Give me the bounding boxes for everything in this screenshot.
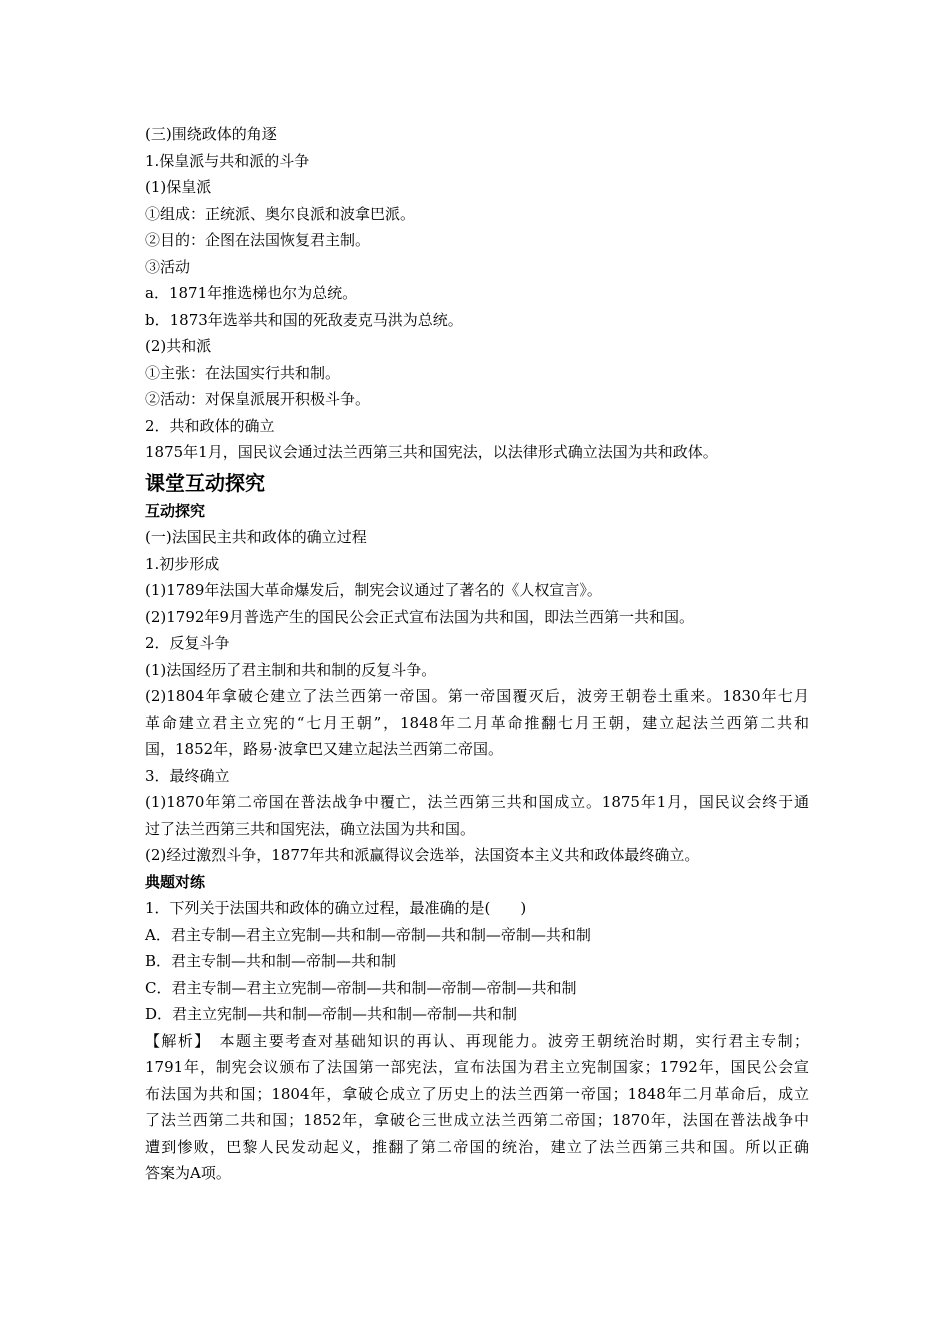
analysis-line: 【解析】 本题主要考查对基础知识的再认、再现能力。波旁王朝统治时期，实行君主专制；: [145, 1031, 809, 1050]
step2-title: 2．反复斗争: [145, 634, 230, 652]
royalist-title: (1)保皇派: [145, 178, 212, 196]
step3-paragraph-2: (2)经过激烈斗争，1877年共和派赢得议会选举，法国资本主义共和政体最终确立。: [145, 846, 700, 864]
step3-title: 3．最终确立: [145, 766, 230, 785]
royalist-activity-a: a．1871年推选梯也尔为总统。: [145, 284, 358, 302]
step2-paragraph-1: (1)法国经历了君主制和共和制的反复斗争。: [145, 660, 437, 679]
step2-paragraph-2-line-2: 革命建立君主立宪的“七月王朝”，1848年二月革命推翻七月王朝，建立起法兰西第二共和: [145, 713, 809, 732]
item1-title: 1.保皇派与共和派的斗争: [145, 151, 310, 170]
document-page: [145, 121, 809, 1187]
republican-claim: ①主张：在法国实行共和制。: [145, 363, 341, 382]
analysis-line: 遭到惨败，巴黎人民发动起义，推翻了第二帝国的统治，建立了法兰西第三共和国。所以正确: [145, 1137, 809, 1156]
republican-title: (2)共和派: [145, 337, 212, 355]
option-c: C．君主专制—君主立宪制—帝制—共和制—帝制—帝制—共和制: [145, 978, 577, 997]
step1-paragraph-2: (2)1792年9月普选产生的国民公会正式宣布法国为共和国，即法兰西第一共和国。: [145, 607, 694, 626]
option-b: B．君主专制—共和制—帝制—共和制: [145, 952, 397, 970]
royalist-composition: ①组成：正统派、奥尔良派和波拿巴派。: [145, 204, 416, 223]
question-text: 1．下列关于法国共和政体的确立过程，最准确的是( ): [145, 899, 527, 917]
analysis-line: 布法国为共和国；1804年，拿破仑成立了历史上的法兰西第一帝国；1848年二月革命后，成立: [145, 1084, 809, 1103]
analysis-line: 了法兰西第二共和国；1852年，拿破仑三世成立法兰西第二帝国；1870年，法国在普法战争中: [145, 1111, 809, 1129]
royalist-activity-title: ③活动: [145, 257, 191, 276]
step2-paragraph-2-line-1: (2)1804年拿破仑建立了法兰西第一帝国。第一帝国覆灭后，波旁王朝卷土重来。1830年七月: [145, 687, 809, 705]
step3-paragraph-1-line-2: 过了法兰西第三共和国宪法，确立法国为共和国。: [145, 819, 476, 838]
item2-title: 2．共和政体的确立: [145, 416, 275, 435]
option-d: D．君主立宪制—共和制—帝制—共和制—帝制—共和制: [145, 1005, 518, 1023]
step1-paragraph-1: (1)1789年法国大革命爆发后，制宪会议通过了著名的《人权宣言》。: [145, 581, 602, 599]
option-a: A．君主专制—君主立宪制—共和制—帝制—共和制—帝制—共和制: [145, 925, 591, 944]
royalist-activity-b: b．1873年选举共和国的死敌麦克马洪为总统。: [145, 310, 463, 329]
classroom-heading: 课堂互动探究: [145, 470, 265, 495]
step1-title: 1.初步形成: [145, 554, 220, 573]
republican-activity: ②活动：对保皇派展开积极斗争。: [145, 390, 371, 408]
step3-paragraph-1-line-1: (1)1870年第二帝国在普法战争中覆亡，法兰西第三共和国成立。1875年1月，国民议会终于通: [145, 793, 809, 811]
interactive-subheading: 互动探究: [145, 501, 206, 520]
section-title: (三)围绕政体的角逐: [145, 125, 277, 143]
item2-text: 1875年1月，国民议会通过法兰西第三共和国宪法，以法律形式确立法国为共和政体。: [145, 443, 718, 461]
analysis-line: 1791年，制宪会议颁布了法国第一部宪法，宣布法国为君主立宪制国家；1792年，国民公会宣: [145, 1058, 809, 1076]
exercise-heading: 典题对练: [145, 872, 206, 891]
part1-title: (一)法国民主共和政体的确立过程: [145, 528, 367, 546]
analysis-line: 答案为A项。: [145, 1164, 231, 1182]
royalist-goal: ②目的：企图在法国恢复君主制。: [145, 231, 371, 249]
step2-paragraph-2-line-3: 国，1852年，路易·波拿巴又建立起法兰西第二帝国。: [145, 740, 503, 758]
